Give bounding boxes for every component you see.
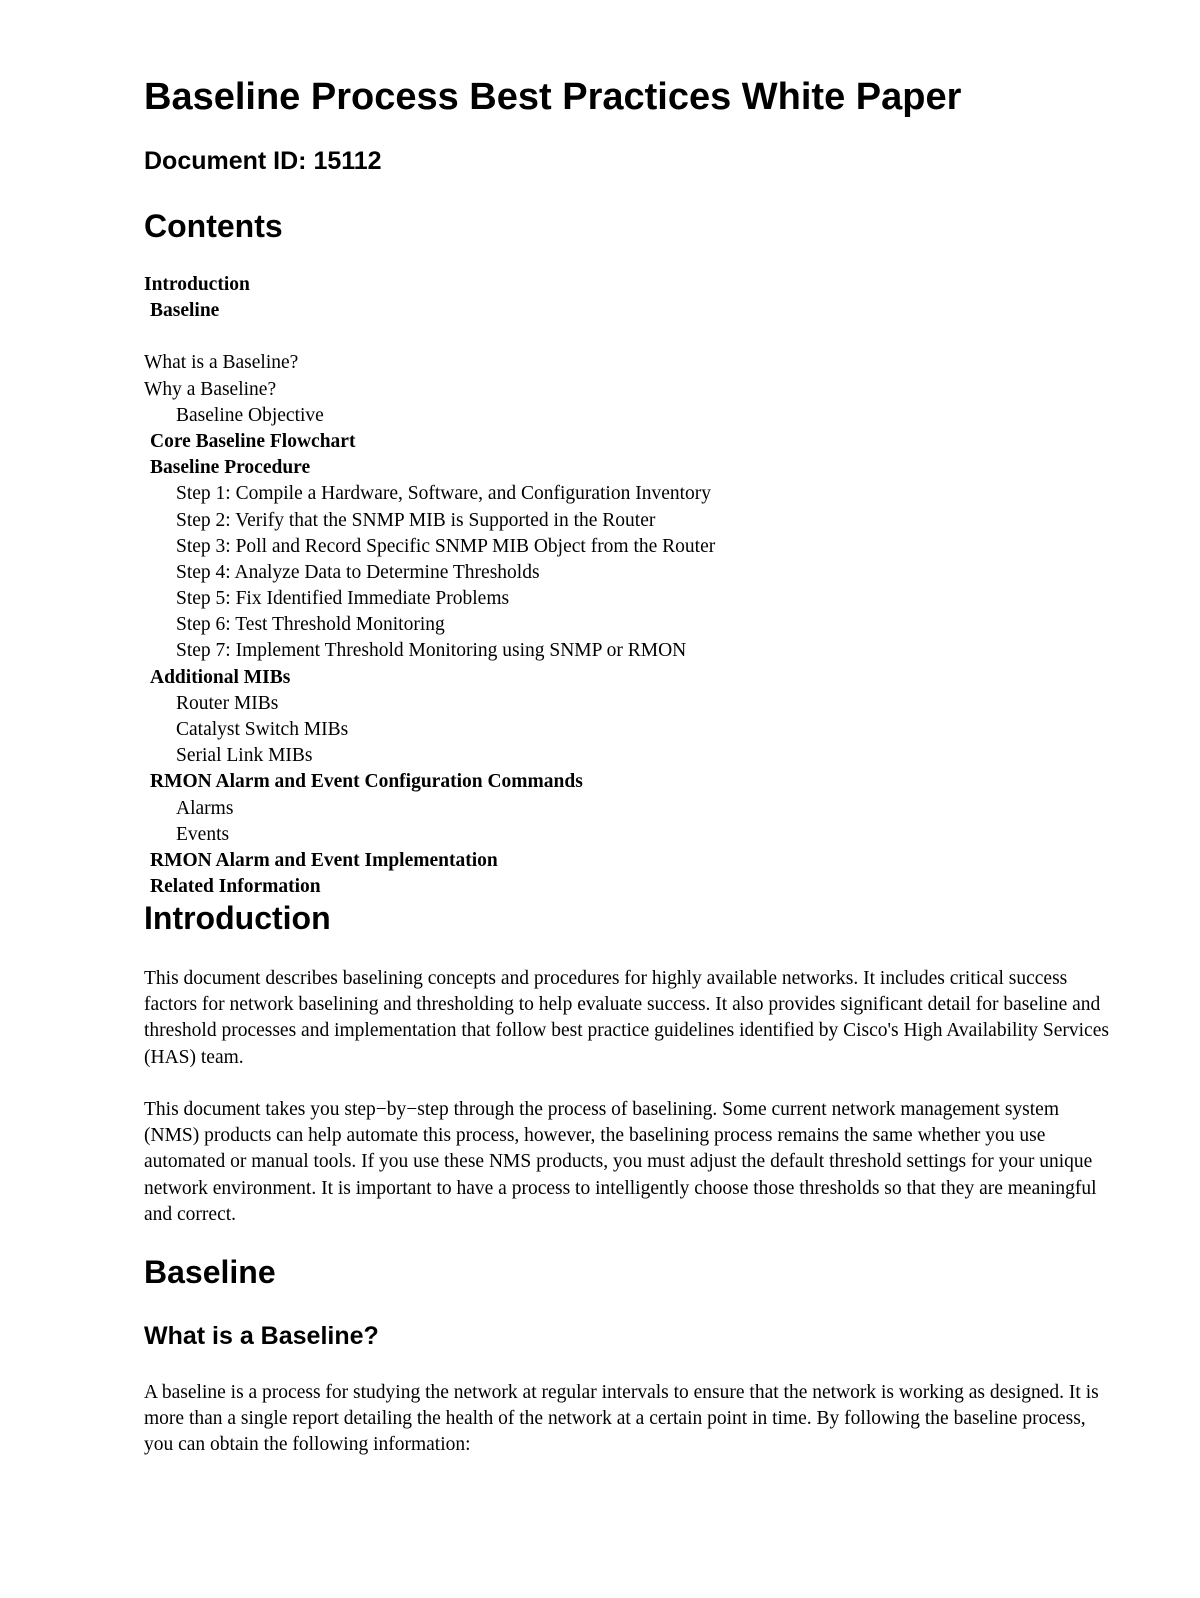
toc-link[interactable]: Step 3: Poll and Record Specific SNMP MIB Object from the Router — [176, 535, 716, 557]
toc-link[interactable]: Alarms — [176, 797, 234, 819]
toc-link[interactable]: Core Baseline Flowchart — [150, 430, 356, 452]
toc-link[interactable]: Introduction — [144, 274, 250, 295]
toc-link[interactable]: RMON Alarm and Event Implementation — [150, 849, 498, 871]
table-of-contents — [144, 272, 1104, 900]
toc-link[interactable]: Step 7: Implement Threshold Monitoring using SNMP or RMON — [176, 640, 687, 662]
toc-link[interactable]: Related Information — [150, 876, 321, 898]
toc-link[interactable]: Router MIBs — [176, 692, 279, 714]
toc-link[interactable]: Step 4: Analyze Data to Determine Thresholds — [176, 561, 540, 583]
contents-heading: Contents — [144, 208, 283, 244]
document-id: Document ID: 15112 — [144, 147, 382, 175]
toc-spacer — [144, 324, 1104, 350]
toc-link[interactable]: Step 5: Fix Identified Immediate Problems — [176, 588, 510, 610]
toc-link[interactable]: RMON Alarm and Event Configuration Commands — [150, 771, 583, 793]
toc-link[interactable]: Step 2: Verify that the SNMP MIB is Supported in the Router — [176, 509, 656, 531]
introduction-paragraph-1: This document describes baselining concepts and procedures for highly available networks. It includes critical success factors for network baselining and thresholding to help evaluate success. It also provides significant detail for baseline and threshold processes and implementation that follow best practice guidelines identified by Cisco's High Availability Services (HAS) team. — [144, 968, 1109, 1068]
document-title: Baseline Process Best Practices White Paper — [144, 76, 962, 118]
baseline-paragraph: A baseline is a process for studying the network at regular intervals to ensure that the network is working as designed. It is more than a single report detailing the health of the network at a certain point in time. By following the baseline process, you can obtain the following information: — [144, 1382, 1099, 1456]
toc-link[interactable]: Events — [176, 823, 230, 845]
toc-link[interactable]: Step 6: Test Threshold Monitoring — [176, 614, 445, 636]
baseline-heading: Baseline — [144, 1254, 276, 1290]
toc-link[interactable]: Step 1: Compile a Hardware, Software, and Configuration Inventory — [176, 483, 712, 505]
toc-link[interactable]: Baseline Procedure — [150, 457, 311, 479]
toc-link[interactable]: Catalyst Switch MIBs — [176, 719, 349, 740]
toc-link[interactable]: Additional MIBs — [150, 666, 291, 688]
toc-link[interactable]: What is a Baseline? — [144, 352, 299, 374]
toc-link[interactable]: Why a Baseline? — [144, 378, 277, 400]
what-is-baseline-heading: What is a Baseline? — [144, 1322, 379, 1350]
toc-link[interactable]: Baseline — [150, 300, 220, 322]
introduction-heading: Introduction — [144, 900, 331, 936]
introduction-paragraph-2: This document takes you step−by−step through the process of baselining. Some current network management system (NMS) products can help automate this process, however, the baselining process remains the same whether you use automated or manual tools. If you use these NMS products, you must adjust the default threshold settings for your unique network environment. It is important to have a process to intelligently choose those thresholds so that they are meaningful and correct. — [144, 1099, 1097, 1225]
toc-link[interactable]: Baseline Objective — [176, 404, 324, 426]
toc-link[interactable]: Serial Link MIBs — [176, 745, 313, 767]
